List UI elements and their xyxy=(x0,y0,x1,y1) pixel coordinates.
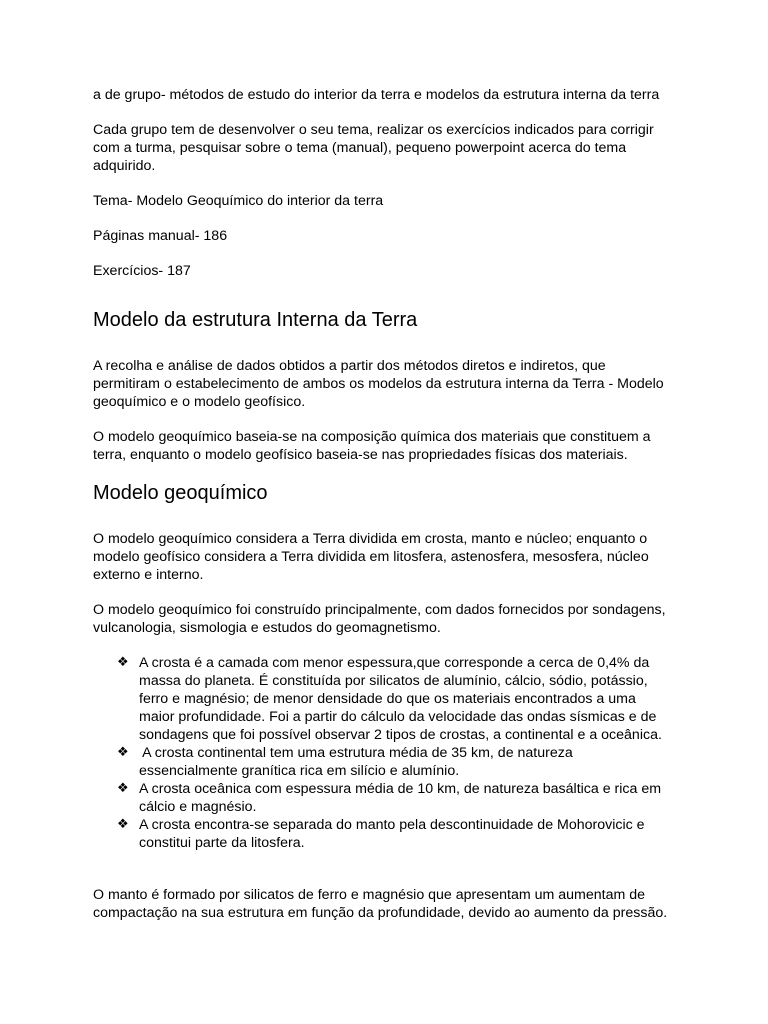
section2-paragraph-1 xyxy=(93,530,672,584)
paragraph-line: permitiram o estabelecimento de ambos os modelos da estrutura interna da Terra - Modelo xyxy=(93,376,664,392)
paragraph-line: modelo geofísico considera a Terra dividida em litosfera, astenosfera, mesosfera, núcleo xyxy=(93,549,649,565)
paragraph-line: O modelo geoquímico baseia-se na composição química dos materiais que constituem a xyxy=(93,429,651,445)
paragraph-line: vulcanologia, sismologia e estudos do geomagnetismo. xyxy=(93,620,441,636)
paragraph-line: terra, enquanto o modelo geofísico baseia-se nas propriedades físicas dos materiais. xyxy=(93,447,628,463)
paragraph-line: compactação na sua estrutura em função da profundidade, devido ao aumento da pressão. xyxy=(93,905,668,921)
bullet-line: maior profundidade. Foi a partir do cálculo da velocidade das ondas sísmicas e de xyxy=(139,709,657,725)
crosta-bullet-list xyxy=(93,654,672,852)
bullet-line: sondagens que foi possível observar 2 tipos de crostas, a continental e a oceânica. xyxy=(139,727,662,743)
diamond-bullet-icon: ❖ xyxy=(117,655,129,670)
paragraph-line: O manto é formado por silicatos de ferro e magnésio que apresentam um aumentam de xyxy=(93,887,646,903)
bullet-line: constitui parte da litosfera. xyxy=(139,835,305,851)
paragraph-line: O modelo geoquímico foi construído principalmente, com dados fornecidos por sondagens, xyxy=(93,602,666,618)
intro-line: a de grupo- métodos de estudo do interior da terra e modelos da estrutura interna da terra xyxy=(93,87,660,103)
section-heading-estrutura: Modelo da estrutura Interna da Terra xyxy=(93,309,418,331)
task-line: Cada grupo tem de desenvolver o seu tema, realizar os exercícios indicados para corrigir xyxy=(93,122,654,138)
list-item xyxy=(93,744,672,780)
list-item xyxy=(93,816,672,852)
section2-paragraph-2 xyxy=(93,601,672,637)
section-heading-geoquimico: Modelo geoquímico xyxy=(93,482,268,504)
task-line: com a turma, pesquisar sobre o tema (manual), pequeno powerpoint acerca do tema xyxy=(93,140,627,156)
task-paragraph xyxy=(93,121,672,175)
paragraph-line: A recolha e análise de dados obtidos a partir dos métodos diretos e indiretos, que xyxy=(93,358,606,374)
manto-paragraph xyxy=(93,886,672,922)
list-item xyxy=(93,780,672,816)
exercicios-line: Exercícios- 187 xyxy=(93,263,191,279)
bullet-line: A crosta continental tem uma estrutura média de 35 km, de natureza xyxy=(139,745,573,761)
paragraph-line: externo e interno. xyxy=(93,567,204,583)
bullet-line: A crosta oceânica com espessura média de 10 km, de natureza basáltica e rica em xyxy=(139,781,662,797)
bullet-line: A crosta é a camada com menor espessura,que corresponde a cerca de 0,4% da xyxy=(139,655,650,671)
diamond-bullet-icon: ❖ xyxy=(117,817,129,832)
paginas-line: Páginas manual- 186 xyxy=(93,228,228,244)
section1-paragraph-2 xyxy=(93,428,672,464)
bullet-line: massa do planeta. É constituída por silicatos de alumínio, cálcio, sódio, potássio, xyxy=(139,673,648,689)
bullet-line: A crosta encontra-se separada do manto pela descontinuidade de Mohorovicic e xyxy=(139,817,645,833)
bullet-line: essencialmente granítica rica em silício e alumínio. xyxy=(139,763,460,779)
bullet-line: cálcio e magnésio. xyxy=(139,799,257,815)
tema-line: Tema- Modelo Geoquímico do interior da terra xyxy=(93,193,384,209)
bullet-line: ferro e magnésio; de menor densidade do que os materiais encontrados a uma xyxy=(139,691,636,707)
paragraph-line: O modelo geoquímico considera a Terra dividida em crosta, manto e núcleo; enquanto o xyxy=(93,531,648,547)
task-line: adquirido. xyxy=(93,158,156,174)
diamond-bullet-icon: ❖ xyxy=(117,745,129,760)
paragraph-line: geoquímico e o modelo geofísico. xyxy=(93,394,306,410)
diamond-bullet-icon: ❖ xyxy=(117,781,129,796)
list-item xyxy=(93,654,672,744)
section1-paragraph-1 xyxy=(93,357,672,411)
